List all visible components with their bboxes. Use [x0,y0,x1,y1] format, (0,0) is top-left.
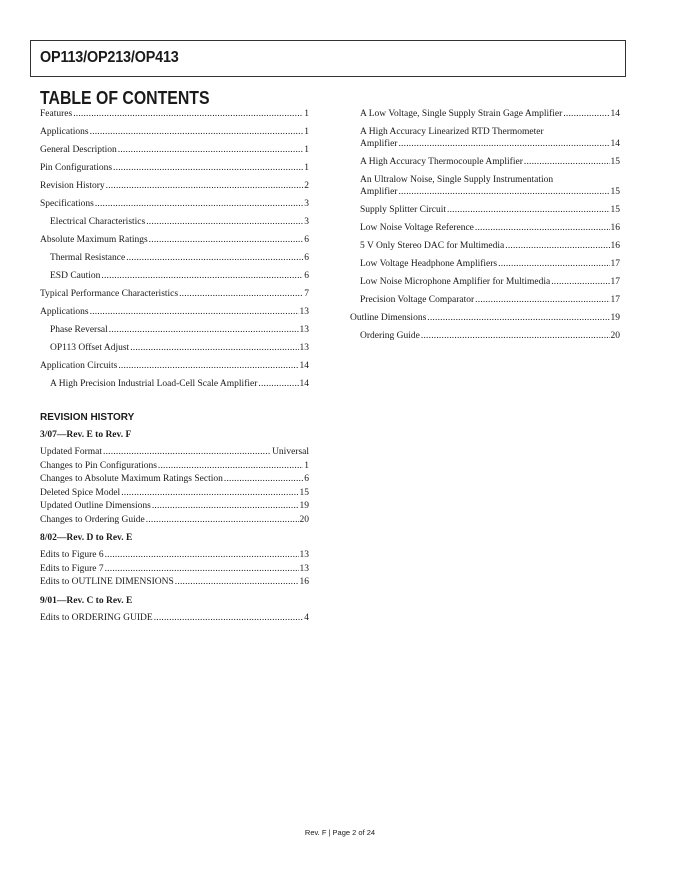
document-header [30,40,626,77]
toc-title: TABLE OF CONTENTS [40,88,210,108]
toc-left-column [40,108,309,396]
revision-entry: Edits to Figure 7 ..... 13 [40,563,309,577]
toc-entry-headphone-amplifiers[interactable]: Low Voltage Headphone Amplifiers ..... 17 [350,258,620,270]
toc-entry-esd-caution[interactable]: ESD Caution ..... 6 [40,270,309,282]
toc-entry-thermal-resistance[interactable]: Thermal Resistance ..... 6 [40,252,309,264]
toc-entry-thermocouple-amplifier[interactable]: A High Accuracy Thermocouple Amplifier ..... 15 [350,156,620,168]
toc-entry-applications[interactable]: Applications ..... 1 [40,126,309,138]
revision-entry: Changes to Pin Configurations ..... 1 [40,460,309,474]
toc-entry-outline-dimensions[interactable]: Outline Dimensions ..... 19 [350,312,620,324]
revision-history-section [40,411,309,630]
revision-entry: Changes to Absolute Maximum Ratings Section ..... 6 [40,473,309,487]
revision-group [40,532,309,590]
toc-entry-load-cell-amplifier[interactable]: A High Precision Industrial Load-Cell Scale Amplifier ..... 14 [40,378,309,390]
toc-entry-typical-performance[interactable]: Typical Performance Characteristics ..... 7 [40,288,309,300]
toc-entry-features[interactable]: Features ..... 1 [40,108,309,120]
revision-entry: Deleted Spice Model ..... 15 [40,487,309,501]
toc-entry-specifications[interactable]: Specifications ..... 3 [40,198,309,210]
toc-entry-instrumentation-amplifier[interactable]: An Ultralow Noise, Single Supply Instrumentation Amplifier ..... 15 [350,174,620,198]
toc-entry-electrical-characteristics[interactable]: Electrical Characteristics ..... 3 [40,216,309,228]
toc-entry-voltage-comparator[interactable]: Precision Voltage Comparator ..... 17 [350,294,620,306]
revision-entry: Updated Format ..... Universal [40,446,309,460]
page-footer: Rev. F | Page 2 of 24 [304,828,376,837]
toc-entry-general-description[interactable]: General Description ..... 1 [40,144,309,156]
toc-entry-rtd-thermometer[interactable]: A High Accuracy Linearized RTD Thermometer Amplifier ..... 14 [350,126,620,150]
revision-group-title: 8/02—Rev. D to Rev. E [40,533,133,543]
toc-entry-supply-splitter[interactable]: Supply Splitter Circuit ..... 15 [350,204,620,216]
toc-right-column [350,108,620,348]
revision-entry: Edits to OUTLINE DIMENSIONS ..... 16 [40,576,309,590]
toc-entry-voltage-reference[interactable]: Low Noise Voltage Reference ..... 16 [350,222,620,234]
document-title: OP113/OP213/OP413 [40,49,179,66]
revision-group-title: 9/01—Rev. C to Rev. E [40,595,133,606]
toc-entry-offset-adjust[interactable]: OP113 Offset Adjust ..... 13 [40,342,309,354]
revision-group-title: 3/07—Rev. E to Rev. F [40,430,132,440]
revision-entry: Changes to Ordering Guide ..... 20 [40,514,309,528]
toc-entry-revision-history[interactable]: Revision History ..... 2 [40,180,309,192]
toc-entry-phase-reversal[interactable]: Phase Reversal ..... 13 [40,324,309,336]
toc-entry-strain-gage-amplifier[interactable]: A Low Voltage, Single Supply Strain Gage Amplifier ..... 14 [350,108,620,120]
toc-entry-microphone-amplifier[interactable]: Low Noise Microphone Amplifier for Multimedia ..... 17 [350,276,620,288]
revision-entry: Edits to ORDERING GUIDE ..... 4 [40,612,309,626]
toc-entry-application-circuits[interactable]: Application Circuits ..... 14 [40,360,309,372]
revision-group [40,429,309,527]
revision-history-heading: REVISION HISTORY [40,411,135,423]
toc-entry-applications-2[interactable]: Applications ..... 13 [40,306,309,318]
revision-entry: Updated Outline Dimensions ..... 19 [40,500,309,514]
revision-group [40,595,309,626]
revision-entry: Edits to Figure 6 ..... 13 [40,549,309,563]
toc-entry-absolute-maximum-ratings[interactable]: Absolute Maximum Ratings ..... 6 [40,234,309,246]
toc-entry-stereo-dac[interactable]: 5 V Only Stereo DAC for Multimedia ..... 16 [350,240,620,252]
toc-entry-pin-configurations[interactable]: Pin Configurations ..... 1 [40,162,309,174]
toc-entry-ordering-guide[interactable]: Ordering Guide ..... 20 [350,330,620,342]
